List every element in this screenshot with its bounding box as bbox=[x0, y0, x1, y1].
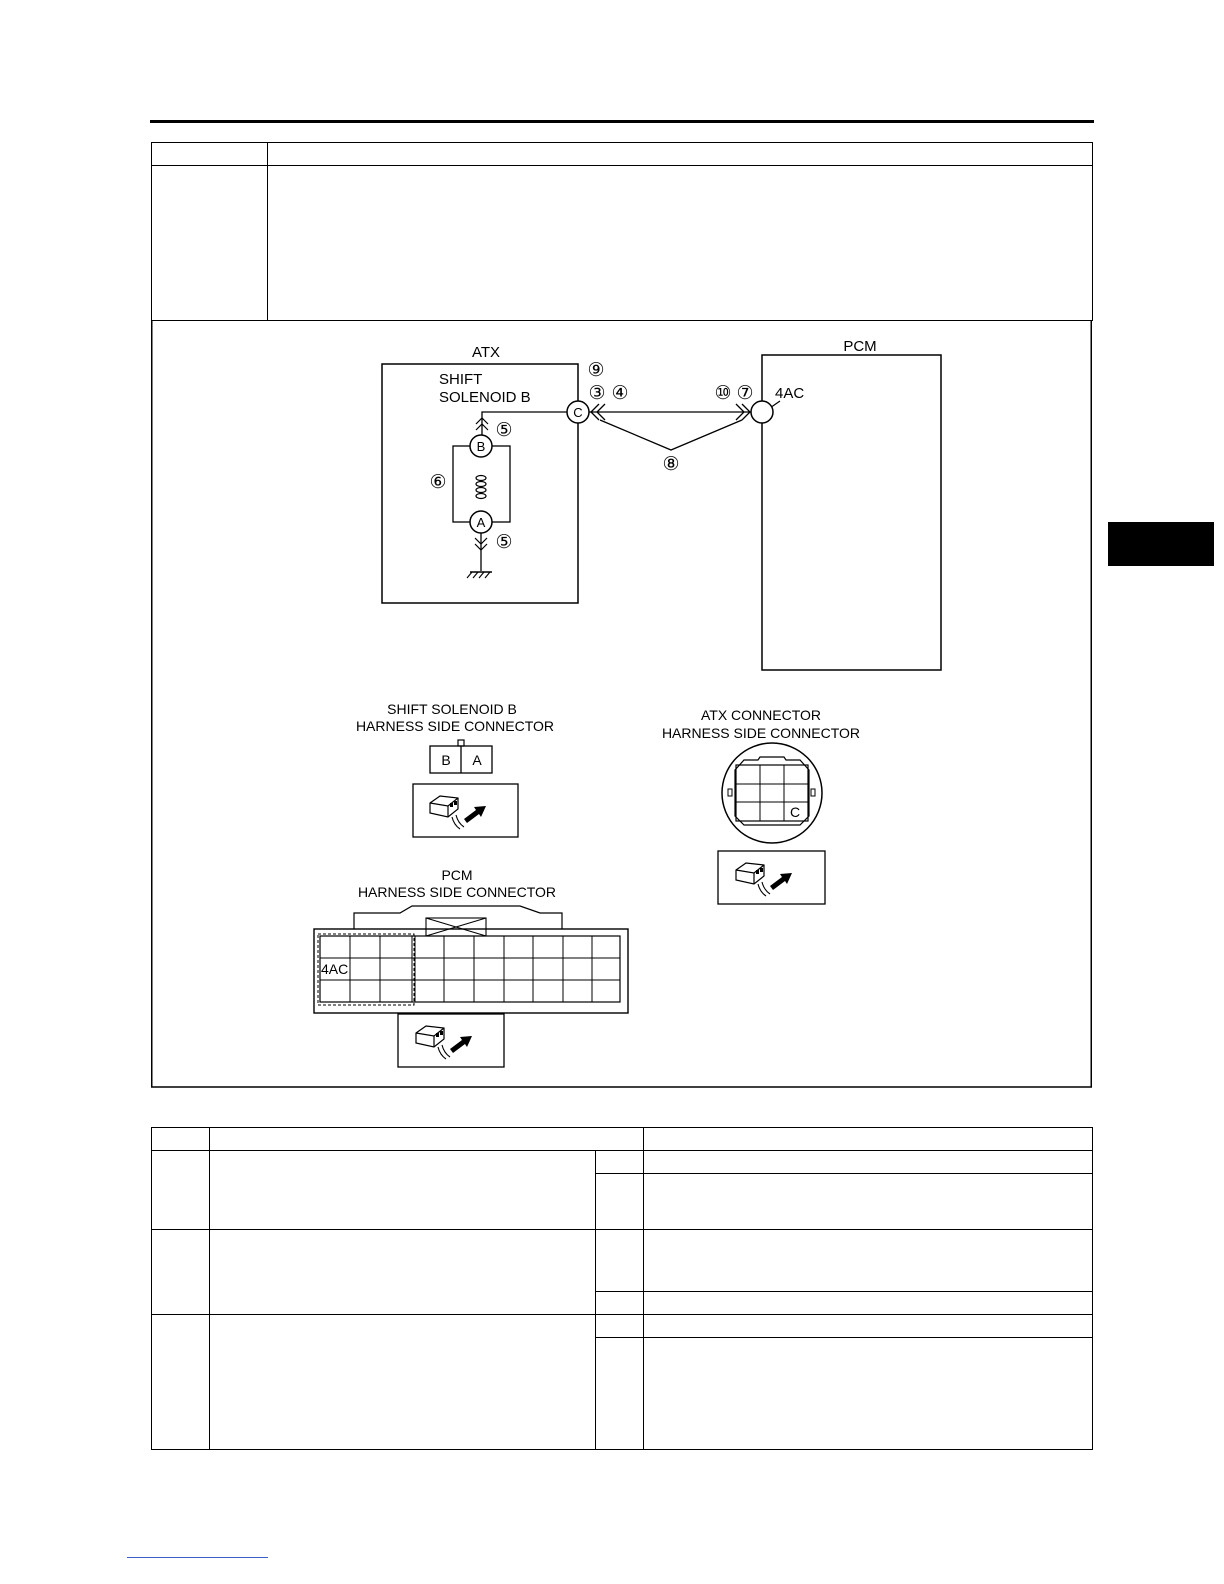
pcm-box-label: PCM bbox=[843, 338, 877, 355]
diag-action-cell bbox=[644, 1338, 1093, 1450]
solenoid-connector-title-1: SHIFT SOLENOID B bbox=[387, 701, 517, 717]
terminal-c-label: C bbox=[573, 405, 583, 420]
diag-header-cell bbox=[152, 1128, 210, 1151]
atx-connector-title-1: ATX CONNECTOR bbox=[700, 707, 822, 723]
callout-5-bottom: ⑤ bbox=[495, 532, 513, 553]
diag-result-cell bbox=[596, 1151, 644, 1174]
diag-inspection-cell bbox=[210, 1151, 596, 1230]
diag-step-cell bbox=[152, 1230, 210, 1315]
connector-view-icon bbox=[416, 1026, 472, 1059]
pcm-pin-4ac: 4AC bbox=[321, 961, 349, 977]
callout-8: ⑧ bbox=[662, 454, 680, 475]
ground-icon bbox=[467, 572, 492, 578]
diag-action-cell bbox=[644, 1292, 1093, 1315]
diag-inspection-cell bbox=[210, 1315, 596, 1450]
shift-solenoid-label-2: SOLENOID B bbox=[439, 389, 531, 406]
diag-result-cell bbox=[596, 1292, 644, 1315]
diag-action-cell bbox=[644, 1230, 1093, 1292]
info-table-cell bbox=[152, 166, 268, 321]
diag-inspection-cell bbox=[210, 1230, 596, 1315]
shift-solenoid-label-1: SHIFT bbox=[439, 371, 483, 388]
callout-10: ⑩ bbox=[714, 383, 732, 404]
info-table-cell bbox=[268, 166, 1093, 321]
atx-connector bbox=[662, 707, 860, 904]
pcm-connector-title-2: HARNESS SIDE CONNECTOR bbox=[357, 884, 557, 900]
diag-result-cell bbox=[596, 1174, 644, 1230]
callout-6: ⑥ bbox=[429, 472, 447, 493]
section-tab bbox=[1108, 522, 1214, 566]
pcm-connector bbox=[314, 867, 628, 1067]
footer-link[interactable] bbox=[127, 1557, 268, 1558]
terminal-a-label: A bbox=[476, 515, 486, 530]
diag-action-cell bbox=[644, 1174, 1093, 1230]
solenoid-pin-a: A bbox=[472, 752, 482, 768]
pcm-terminal-label: 4AC bbox=[775, 385, 805, 402]
pcm-box bbox=[762, 355, 941, 670]
coil-icon bbox=[476, 476, 486, 499]
diag-result-cell bbox=[596, 1315, 644, 1338]
diag-step-cell bbox=[152, 1151, 210, 1230]
atx-box-label: ATX bbox=[471, 344, 501, 361]
diagnostic-table bbox=[151, 1127, 1093, 1450]
diag-result-cell bbox=[596, 1230, 644, 1292]
callout-4: ④ bbox=[611, 383, 629, 404]
atx-pin-c: C bbox=[789, 804, 801, 820]
diag-action-cell bbox=[644, 1315, 1093, 1338]
solenoid-connector bbox=[356, 701, 554, 837]
pcm-terminal bbox=[751, 401, 773, 423]
info-table-header-cell bbox=[268, 143, 1093, 166]
info-table-header-cell bbox=[152, 143, 268, 166]
solenoid-connector-title-2: HARNESS SIDE CONNECTOR bbox=[355, 718, 555, 734]
callout-7: ⑦ bbox=[736, 383, 754, 404]
wiring-diagram bbox=[151, 320, 1092, 1088]
callout-3: ③ bbox=[588, 383, 606, 404]
diag-result-cell bbox=[596, 1338, 644, 1450]
solenoid-pin-b: B bbox=[441, 752, 451, 768]
header-rule bbox=[150, 120, 1094, 123]
atx-connector-title-2: HARNESS SIDE CONNECTOR bbox=[661, 725, 861, 741]
diag-header-cell bbox=[210, 1128, 644, 1151]
connector-view-icon bbox=[736, 863, 792, 896]
connector-view-icon bbox=[430, 796, 486, 829]
diag-header-cell bbox=[644, 1128, 1093, 1151]
info-table bbox=[151, 142, 1093, 321]
pcm-connector-title-1: PCM bbox=[441, 867, 473, 883]
callout-5-top: ⑤ bbox=[495, 420, 513, 441]
diag-step-cell bbox=[152, 1315, 210, 1450]
terminal-b-label: B bbox=[476, 439, 486, 454]
callout-9: ⑨ bbox=[587, 360, 605, 381]
diag-action-cell bbox=[644, 1151, 1093, 1174]
